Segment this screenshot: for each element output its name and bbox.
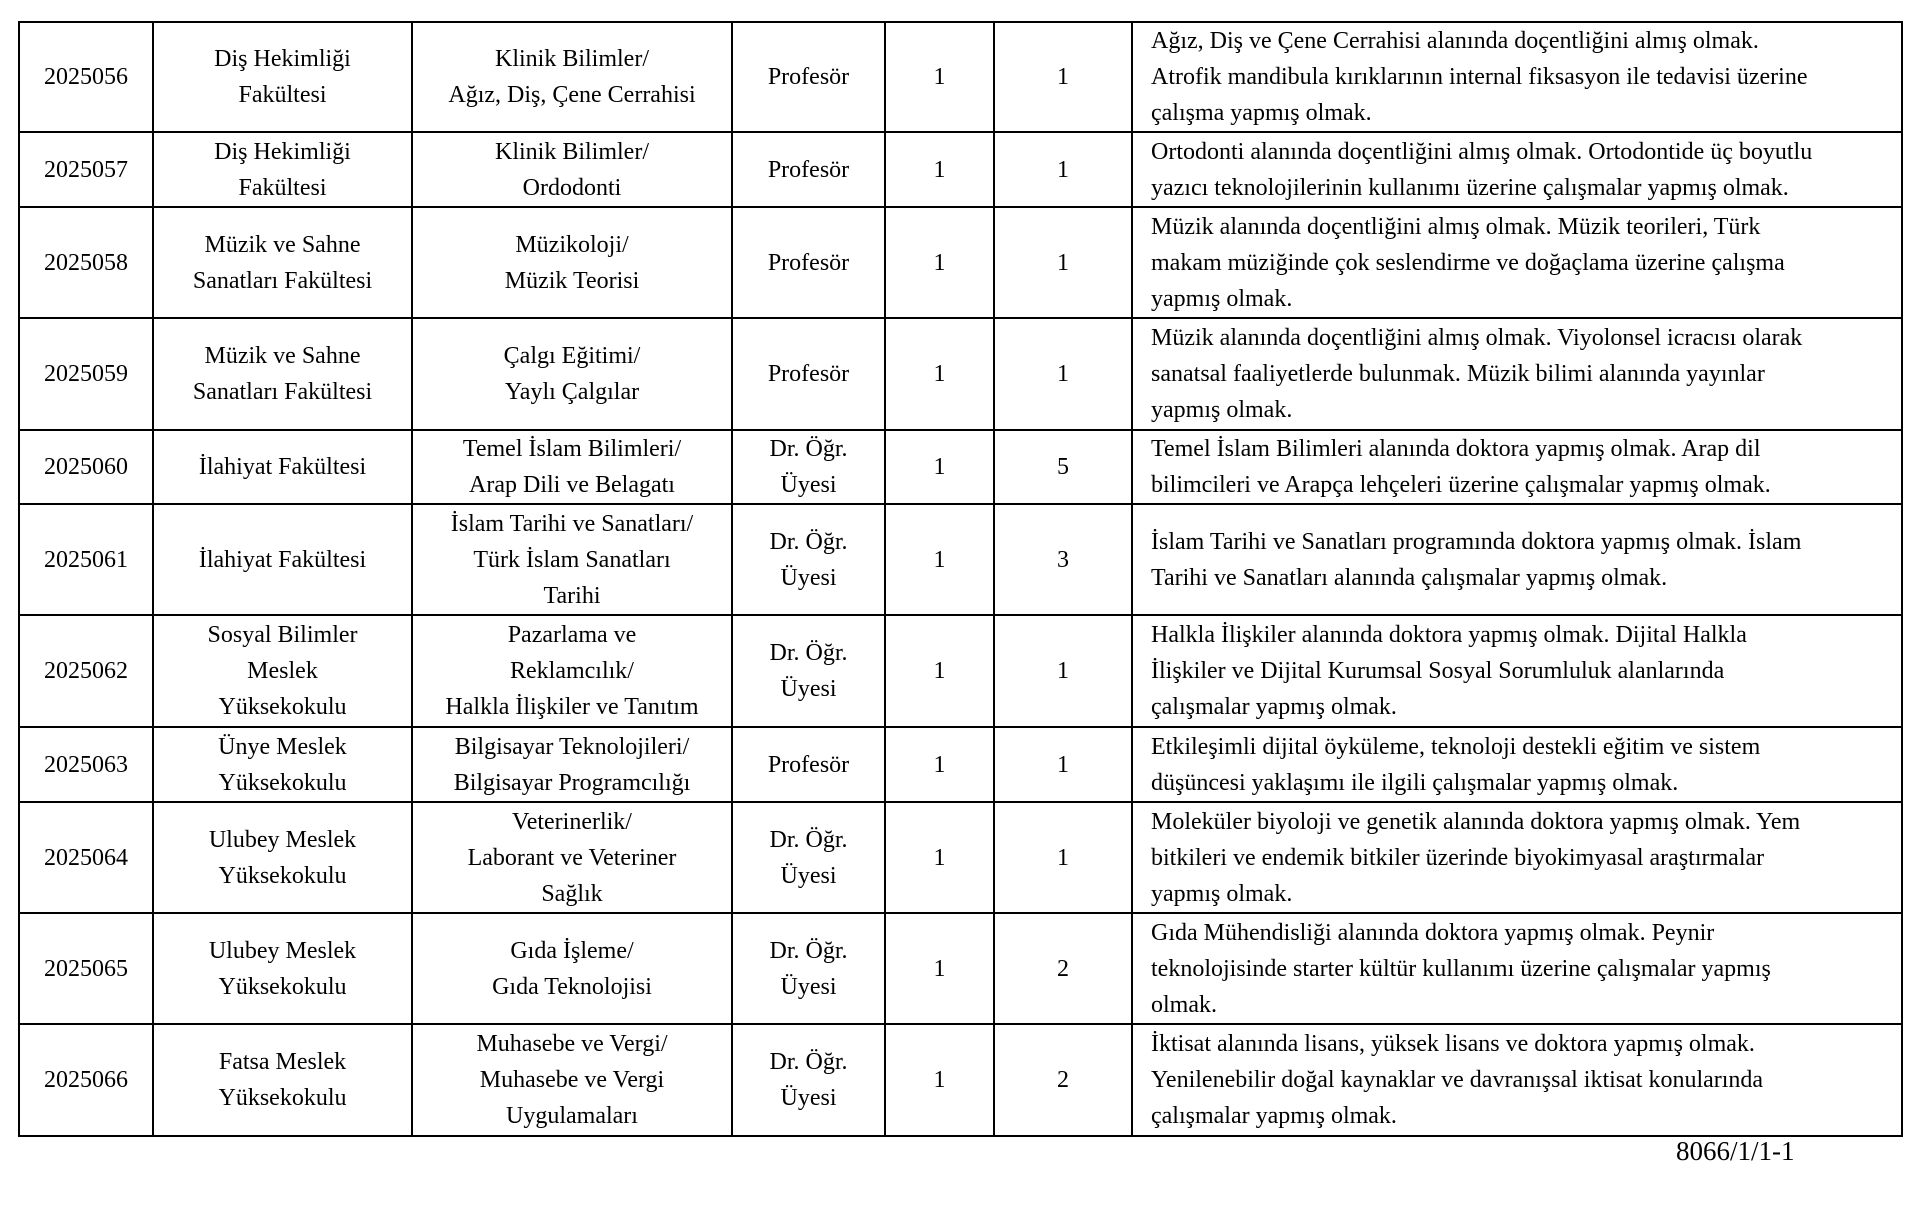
requirements-line: çalışmalar yapmış olmak.	[1151, 694, 1397, 720]
position-number: 2025065	[44, 955, 128, 982]
requirements-line: düşüncesi yaklaşımı ile ilgili çalışmalar yapmış olmak.	[1151, 769, 1679, 796]
unit-name-cell	[153, 802, 412, 913]
requirements-line: olmak.	[1151, 991, 1217, 1018]
table-row	[19, 207, 1902, 318]
unit-name-line: Sosyal Bilimler	[207, 622, 358, 648]
unit-name-line: Fakültesi	[238, 82, 327, 108]
academic-title-line: Dr. Öğr.	[769, 826, 848, 853]
position-level-cell	[994, 430, 1132, 504]
requirements-line: İslam Tarihi ve Sanatları programında doktora yapmış olmak. İslam	[1151, 528, 1802, 555]
department-program-cell	[412, 913, 732, 1024]
table-body	[19, 22, 1902, 1136]
department-program-line: Veterinerlik/	[512, 808, 632, 835]
department-program-cell	[412, 318, 732, 430]
department-program-cell	[412, 132, 732, 207]
academic-title-line: Profesör	[767, 64, 850, 90]
requirements-cell	[1132, 132, 1902, 207]
position-number: 2025057	[44, 156, 128, 183]
department-program-line: Müzikoloji/	[515, 231, 629, 258]
table-row	[19, 504, 1902, 615]
department-program-line: Muhasebe ve Vergi/	[476, 1031, 668, 1057]
unit-name-line: Yüksekokulu	[218, 1085, 347, 1111]
position-count: 1	[933, 751, 946, 778]
unit-name-line: Ulubey Meslek	[208, 826, 357, 853]
table-row	[19, 318, 1902, 430]
position-count-cell	[885, 207, 994, 318]
academic-title-line: Dr. Öğr.	[769, 640, 848, 666]
department-program-cell	[412, 22, 732, 132]
department-program-line: Yaylı Çalgılar	[504, 379, 640, 405]
requirements-line: yapmış olmak.	[1151, 285, 1293, 312]
positions-table	[18, 21, 1903, 1137]
requirements-line: Gıda Mühendisliği alanında doktora yapmış olmak. Peynir	[1151, 919, 1715, 946]
table-row	[19, 615, 1902, 727]
position-number-cell	[19, 913, 153, 1024]
position-count-cell	[885, 132, 994, 207]
academic-title-line: Üyesi	[780, 564, 837, 591]
position-level: 1	[1057, 751, 1069, 778]
unit-name-cell	[153, 504, 412, 615]
requirements-line: İlişkiler ve Dijital Kurumsal Sosyal Sorumluluk alanlarında	[1151, 658, 1725, 684]
department-program-cell	[412, 615, 732, 727]
department-program-line: Bilgisayar Teknolojileri/	[454, 733, 690, 760]
requirements-cell	[1132, 430, 1902, 504]
requirements-line: Etkileşimli dijital öyküleme, teknoloji destekli eğitim ve sistem	[1151, 733, 1761, 760]
position-count: 1	[933, 658, 946, 684]
requirements-cell	[1132, 22, 1902, 132]
unit-name-line: Fatsa Meslek	[218, 1049, 347, 1075]
department-program-cell	[412, 1024, 732, 1136]
department-program-line: Ağız, Diş, Çene Cerrahisi	[448, 82, 696, 108]
position-level-cell	[994, 504, 1132, 615]
position-level-cell	[994, 318, 1132, 430]
unit-name-line: İlahiyat Fakültesi	[198, 454, 367, 480]
unit-name-cell	[153, 318, 412, 430]
position-number-cell	[19, 430, 153, 504]
table-row	[19, 1024, 1902, 1136]
academic-title-line: Dr. Öğr.	[769, 937, 848, 964]
department-program-line: Uygulamaları	[506, 1103, 638, 1129]
unit-name-line: Sanatları Fakültesi	[192, 379, 373, 405]
position-number: 2025062	[44, 658, 128, 684]
department-program-line: Çalgı Eğitimi/	[503, 343, 641, 369]
table-row	[19, 132, 1902, 207]
department-program-line: Sağlık	[541, 880, 603, 907]
position-level-cell	[994, 913, 1132, 1024]
position-count: 1	[933, 156, 946, 183]
position-number: 2025064	[44, 844, 128, 871]
requirements-line: Atrofik mandibula kırıklarının internal fiksasyon ile tedavisi üzerine	[1151, 64, 1808, 90]
table-row	[19, 802, 1902, 913]
academic-title-cell	[732, 504, 885, 615]
position-number: 2025060	[44, 454, 128, 480]
position-level-cell	[994, 22, 1132, 132]
unit-name-cell	[153, 615, 412, 727]
position-number-cell	[19, 615, 153, 727]
position-level: 1	[1057, 844, 1069, 871]
requirements-line: yapmış olmak.	[1151, 880, 1293, 907]
requirements-line: teknolojisinde starter kültür kullanımı üzerine çalışmalar yapmış	[1151, 955, 1771, 982]
unit-name-line: Yüksekokulu	[218, 769, 347, 796]
position-level: 2	[1057, 955, 1069, 982]
unit-name-line: Meslek	[247, 658, 318, 684]
academic-title-line: Üyesi	[780, 973, 837, 1000]
unit-name-line: Ünye Meslek	[218, 733, 347, 760]
position-number-cell	[19, 1024, 153, 1136]
position-level: 1	[1057, 361, 1069, 387]
requirements-line: Ortodonti alanında doçentliğini almış olmak. Ortodontide üç boyutlu	[1151, 138, 1813, 165]
department-program-line: Tarihi	[543, 582, 601, 609]
department-program-line: Halkla İlişkiler ve Tanıtım	[445, 694, 699, 720]
requirements-line: sanatsal faaliyetlerde bulunmak. Müzik bilimi alanında yayınlar	[1151, 361, 1765, 387]
position-level: 5	[1057, 454, 1069, 480]
unit-name-line: Diş Hekimliği	[214, 138, 351, 165]
academic-title-cell	[732, 318, 885, 430]
unit-name-line: İlahiyat Fakültesi	[198, 546, 367, 573]
unit-name-line: Fakültesi	[238, 174, 327, 201]
requirements-line: yapmış olmak.	[1151, 397, 1293, 423]
position-count-cell	[885, 913, 994, 1024]
academic-title-line: Profesör	[767, 751, 850, 778]
unit-name-line: Sanatları Fakültesi	[192, 267, 373, 294]
position-number-cell	[19, 504, 153, 615]
unit-name-cell	[153, 913, 412, 1024]
position-number: 2025066	[44, 1067, 128, 1093]
position-count: 1	[933, 361, 946, 387]
position-level: 1	[1057, 64, 1069, 90]
requirements-cell	[1132, 802, 1902, 913]
department-program-line: Temel İslam Bilimleri/	[462, 436, 682, 462]
table-row	[19, 430, 1902, 504]
requirements-cell	[1132, 1024, 1902, 1136]
department-program-cell	[412, 504, 732, 615]
requirements-cell	[1132, 615, 1902, 727]
position-number: 2025056	[44, 64, 128, 90]
academic-title-cell	[732, 132, 885, 207]
academic-title-cell	[732, 615, 885, 727]
unit-name-cell	[153, 727, 412, 802]
requirements-line: yazıcı teknolojilerinin kullanımı üzerine çalışmalar yapmış olmak.	[1151, 174, 1789, 201]
document-reference-number: 8066/1/1-1	[1676, 1136, 1795, 1166]
requirements-line: makam müziğinde çok seslendirme ve doğaçlama üzerine çalışma	[1151, 249, 1785, 276]
position-number-cell	[19, 802, 153, 913]
academic-title-cell	[732, 207, 885, 318]
position-count-cell	[885, 1024, 994, 1136]
academic-title-cell	[732, 802, 885, 913]
academic-title-line: Dr. Öğr.	[769, 436, 848, 462]
position-count: 1	[933, 844, 946, 871]
position-level-cell	[994, 727, 1132, 802]
department-program-cell	[412, 430, 732, 504]
position-count-cell	[885, 22, 994, 132]
position-level-cell	[994, 1024, 1132, 1136]
unit-name-line: Müzik ve Sahne	[204, 343, 361, 369]
academic-title-line: Profesör	[767, 249, 850, 276]
academic-title-line: Üyesi	[780, 862, 837, 889]
department-program-line: Klinik Bilimler/	[495, 138, 649, 165]
unit-name-cell	[153, 22, 412, 132]
position-level: 1	[1057, 249, 1069, 276]
requirements-line: Ağız, Diş ve Çene Cerrahisi alanında doçentliğini almış olmak.	[1151, 28, 1759, 54]
position-count-cell	[885, 802, 994, 913]
academic-title-line: Dr. Öğr.	[769, 528, 848, 555]
requirements-line: Moleküler biyoloji ve genetik alanında doktora yapmış olmak. Yem	[1151, 808, 1801, 835]
table-row	[19, 913, 1902, 1024]
academic-title-cell	[732, 913, 885, 1024]
position-count: 1	[933, 546, 946, 573]
position-number-cell	[19, 207, 153, 318]
department-program-cell	[412, 727, 732, 802]
position-level-cell	[994, 802, 1132, 913]
department-program-line: İslam Tarihi ve Sanatları/	[450, 510, 694, 537]
requirements-line: Yenilenebilir doğal kaynaklar ve davranışsal iktisat konularında	[1151, 1067, 1764, 1093]
unit-name-cell	[153, 207, 412, 318]
requirements-cell	[1132, 504, 1902, 615]
table-row	[19, 22, 1902, 132]
position-count-cell	[885, 430, 994, 504]
unit-name-cell	[153, 430, 412, 504]
department-program-line: Pazarlama ve	[507, 622, 637, 648]
position-count: 1	[933, 64, 946, 90]
unit-name-line: Yüksekokulu	[218, 862, 347, 889]
department-program-line: Laborant ve Veteriner	[467, 844, 677, 871]
position-number-cell	[19, 132, 153, 207]
department-program-line: Gıda Teknolojisi	[492, 973, 652, 1000]
department-program-cell	[412, 802, 732, 913]
department-program-line: Türk İslam Sanatları	[473, 546, 671, 573]
department-program-line: Klinik Bilimler/	[495, 46, 649, 72]
position-level: 1	[1057, 156, 1069, 183]
position-level: 3	[1057, 546, 1069, 573]
unit-name-line: Diş Hekimliği	[214, 46, 351, 72]
requirements-line: bilimcileri ve Arapça lehçeleri üzerine çalışmalar yapmış olmak.	[1151, 472, 1771, 498]
unit-name-line: Yüksekokulu	[218, 694, 347, 720]
requirements-cell	[1132, 913, 1902, 1024]
position-number: 2025061	[44, 546, 128, 573]
department-program-line: Gıda İşleme/	[510, 937, 634, 964]
academic-title-line: Profesör	[767, 361, 850, 387]
academic-title-line: Üyesi	[780, 676, 837, 702]
unit-name-cell	[153, 132, 412, 207]
academic-title-cell	[732, 22, 885, 132]
department-program-line: Reklamcılık/	[510, 658, 634, 684]
position-number-cell	[19, 22, 153, 132]
department-program-cell	[412, 207, 732, 318]
requirements-line: Müzik alanında doçentliğini almış olmak. Viyolonsel icracısı olarak	[1151, 325, 1803, 351]
position-level-cell	[994, 615, 1132, 727]
requirements-cell	[1132, 727, 1902, 802]
position-number-cell	[19, 318, 153, 430]
position-number: 2025059	[44, 361, 128, 387]
academic-title-cell	[732, 1024, 885, 1136]
position-count-cell	[885, 727, 994, 802]
position-count: 1	[933, 454, 946, 480]
requirements-line: Tarihi ve Sanatları alanında çalışmalar yapmış olmak.	[1151, 564, 1668, 591]
position-level: 1	[1057, 658, 1069, 684]
unit-name-line: Müzik ve Sahne	[204, 231, 361, 258]
academic-title-line: Dr. Öğr.	[769, 1049, 848, 1075]
requirements-line: Halkla İlişkiler alanında doktora yapmış olmak. Dijital Halkla	[1151, 622, 1747, 648]
department-program-line: Muhasebe ve Vergi	[479, 1067, 665, 1093]
position-number: 2025063	[44, 751, 128, 778]
position-count: 1	[933, 1067, 946, 1093]
requirements-line: Müzik alanında doçentliğini almış olmak. Müzik teorileri, Türk	[1151, 213, 1761, 240]
academic-title-cell	[732, 727, 885, 802]
position-level-cell	[994, 207, 1132, 318]
academic-title-cell	[732, 430, 885, 504]
requirements-line: Temel İslam Bilimleri alanında doktora yapmış olmak. Arap dil	[1151, 436, 1761, 462]
position-count-cell	[885, 615, 994, 727]
position-count: 1	[933, 955, 946, 982]
academic-title-line: Profesör	[767, 156, 850, 183]
department-program-line: Bilgisayar Programcılığı	[453, 769, 691, 796]
requirements-line: bitkileri ve endemik bitkiler üzerinde biyokimyasal araştırmalar	[1151, 844, 1765, 871]
department-program-line: Arap Dili ve Belagatı	[469, 472, 675, 498]
position-number: 2025058	[44, 249, 128, 276]
unit-name-line: Yüksekokulu	[218, 973, 347, 1000]
requirements-cell	[1132, 207, 1902, 318]
unit-name-line: Ulubey Meslek	[208, 937, 357, 964]
academic-title-line: Üyesi	[780, 1085, 837, 1111]
position-count-cell	[885, 318, 994, 430]
requirements-line: çalışmalar yapmış olmak.	[1151, 1103, 1397, 1129]
department-program-line: Müzik Teorisi	[504, 267, 640, 294]
academic-title-line: Üyesi	[780, 472, 837, 498]
requirements-line: çalışma yapmış olmak.	[1151, 100, 1372, 126]
position-count-cell	[885, 504, 994, 615]
table-row	[19, 727, 1902, 802]
position-level-cell	[994, 132, 1132, 207]
requirements-line: İktisat alanında lisans, yüksek lisans ve doktora yapmış olmak.	[1151, 1031, 1755, 1057]
unit-name-cell	[153, 1024, 412, 1136]
position-number-cell	[19, 727, 153, 802]
requirements-cell	[1132, 318, 1902, 430]
department-program-line: Ordodonti	[522, 174, 622, 201]
position-count: 1	[933, 249, 946, 276]
position-level: 2	[1057, 1067, 1069, 1093]
